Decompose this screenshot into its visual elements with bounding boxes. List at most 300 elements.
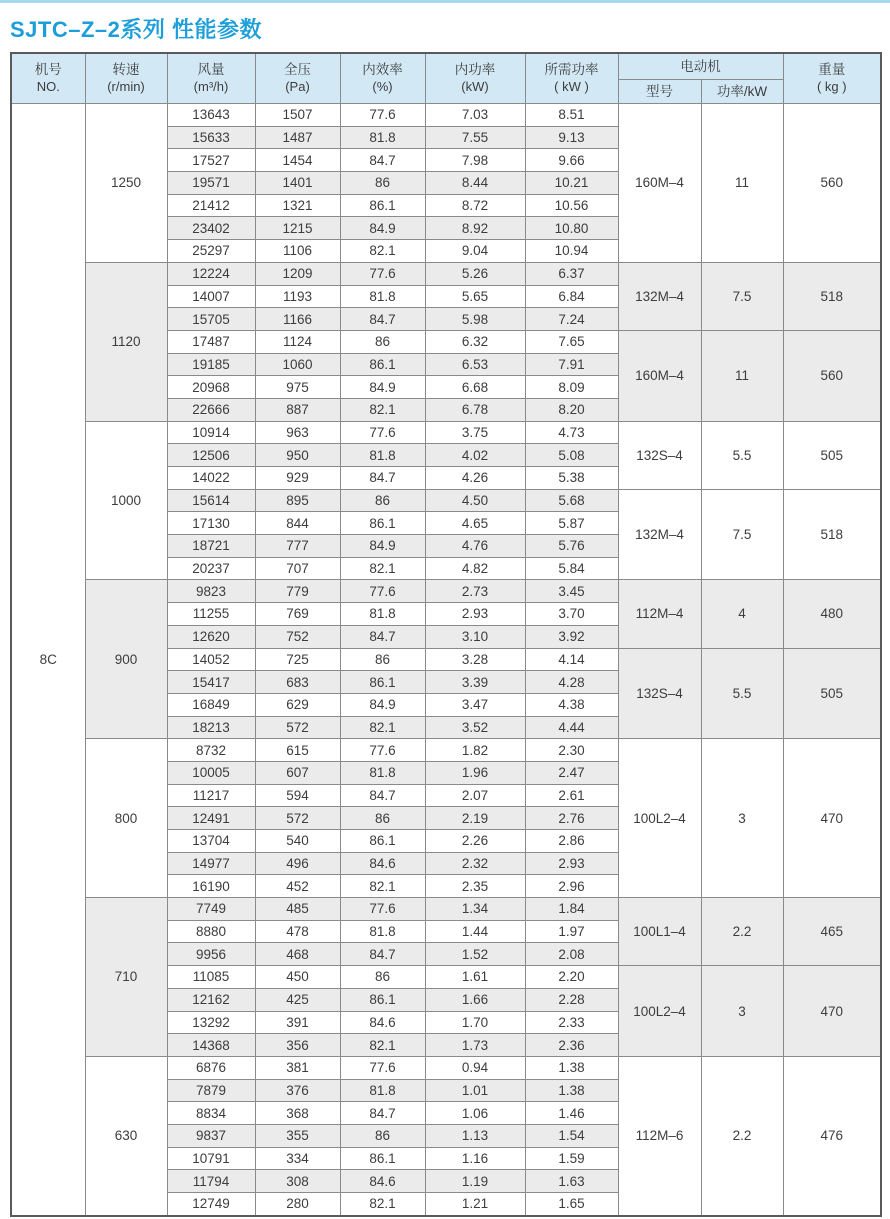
efficiency-cell: 86 <box>340 1124 425 1147</box>
required-power-cell: 5.38 <box>525 467 618 490</box>
internal-power-cell: 7.03 <box>425 104 525 127</box>
internal-power-cell: 2.19 <box>425 807 525 830</box>
pressure-cell: 594 <box>255 784 340 807</box>
machine-no-cell: 8C <box>11 104 85 1216</box>
pressure-cell: 1487 <box>255 126 340 149</box>
pressure-cell: 381 <box>255 1056 340 1079</box>
efficiency-cell: 81.8 <box>340 1079 425 1102</box>
efficiency-cell: 77.6 <box>340 421 425 444</box>
weight-cell: 465 <box>783 898 881 966</box>
header-motor-model: 型号 <box>618 80 701 104</box>
efficiency-cell: 86.1 <box>340 353 425 376</box>
motor-power-cell: 11 <box>701 330 783 421</box>
weight-cell: 518 <box>783 262 881 330</box>
pressure-cell: 887 <box>255 398 340 421</box>
required-power-cell: 2.86 <box>525 830 618 853</box>
efficiency-cell: 84.6 <box>340 852 425 875</box>
required-power-cell: 2.96 <box>525 875 618 898</box>
table-row <box>11 421 881 444</box>
motor-power-cell: 5.5 <box>701 421 783 489</box>
required-power-cell: 4.28 <box>525 671 618 694</box>
efficiency-cell: 81.8 <box>340 126 425 149</box>
weight-cell: 518 <box>783 489 881 580</box>
required-power-cell: 5.08 <box>525 444 618 467</box>
pressure-cell: 844 <box>255 512 340 535</box>
efficiency-cell: 77.6 <box>340 1056 425 1079</box>
flow-cell: 8834 <box>167 1102 255 1125</box>
motor-model-cell: 112M–4 <box>618 580 701 648</box>
efficiency-cell: 82.1 <box>340 875 425 898</box>
efficiency-cell: 82.1 <box>340 398 425 421</box>
pressure-cell: 334 <box>255 1147 340 1170</box>
efficiency-cell: 81.8 <box>340 603 425 626</box>
required-power-cell: 1.63 <box>525 1170 618 1193</box>
efficiency-cell: 77.6 <box>340 898 425 921</box>
motor-model-cell: 100L1–4 <box>618 898 701 966</box>
speed-cell: 1250 <box>85 104 167 263</box>
weight-cell: 470 <box>783 739 881 898</box>
weight-cell: 480 <box>783 580 881 648</box>
pressure-cell: 391 <box>255 1011 340 1034</box>
speed-cell: 710 <box>85 898 167 1057</box>
flow-cell: 13292 <box>167 1011 255 1034</box>
performance-table <box>10 52 882 1217</box>
pressure-cell: 540 <box>255 830 340 853</box>
required-power-cell: 9.13 <box>525 126 618 149</box>
flow-cell: 16190 <box>167 875 255 898</box>
internal-power-cell: 5.26 <box>425 262 525 285</box>
pressure-cell: 929 <box>255 467 340 490</box>
efficiency-cell: 86 <box>340 807 425 830</box>
weight-cell: 560 <box>783 104 881 263</box>
required-power-cell: 8.09 <box>525 376 618 399</box>
internal-power-cell: 3.47 <box>425 693 525 716</box>
required-power-cell: 5.68 <box>525 489 618 512</box>
flow-cell: 14977 <box>167 852 255 875</box>
efficiency-cell: 84.7 <box>340 467 425 490</box>
required-power-cell: 2.08 <box>525 943 618 966</box>
performance-table-body <box>11 104 881 1216</box>
internal-power-cell: 2.73 <box>425 580 525 603</box>
pressure-cell: 425 <box>255 988 340 1011</box>
pressure-cell: 607 <box>255 761 340 784</box>
header-machine-no: 机号 NO. <box>11 53 85 104</box>
efficiency-cell: 86.1 <box>340 194 425 217</box>
motor-power-cell: 7.5 <box>701 262 783 330</box>
flow-cell: 15614 <box>167 489 255 512</box>
flow-cell: 25297 <box>167 240 255 263</box>
required-power-cell: 1.46 <box>525 1102 618 1125</box>
required-power-cell: 4.44 <box>525 716 618 739</box>
efficiency-cell: 84.7 <box>340 149 425 172</box>
flow-cell: 17487 <box>167 330 255 353</box>
flow-cell: 15633 <box>167 126 255 149</box>
required-power-cell: 10.56 <box>525 194 618 217</box>
efficiency-cell: 82.1 <box>340 240 425 263</box>
pressure-cell: 1193 <box>255 285 340 308</box>
motor-power-cell: 2.2 <box>701 1056 783 1215</box>
table-row <box>11 262 881 285</box>
speed-cell: 800 <box>85 739 167 898</box>
motor-power-cell: 5.5 <box>701 648 783 739</box>
efficiency-cell: 84.7 <box>340 943 425 966</box>
required-power-cell: 1.65 <box>525 1193 618 1216</box>
efficiency-cell: 86.1 <box>340 1147 425 1170</box>
internal-power-cell: 4.26 <box>425 467 525 490</box>
internal-power-cell: 3.10 <box>425 625 525 648</box>
internal-power-cell: 4.82 <box>425 557 525 580</box>
efficiency-cell: 86.1 <box>340 671 425 694</box>
table-row <box>11 104 881 127</box>
table-row <box>11 739 881 762</box>
internal-power-cell: 2.93 <box>425 603 525 626</box>
required-power-cell: 2.30 <box>525 739 618 762</box>
flow-cell: 20968 <box>167 376 255 399</box>
internal-power-cell: 1.01 <box>425 1079 525 1102</box>
flow-cell: 14022 <box>167 467 255 490</box>
pressure-cell: 496 <box>255 852 340 875</box>
internal-power-cell: 9.04 <box>425 240 525 263</box>
pressure-cell: 615 <box>255 739 340 762</box>
internal-power-cell: 1.19 <box>425 1170 525 1193</box>
weight-cell: 505 <box>783 421 881 489</box>
required-power-cell: 5.76 <box>525 535 618 558</box>
required-power-cell: 2.36 <box>525 1034 618 1057</box>
pressure-cell: 1166 <box>255 308 340 331</box>
pressure-cell: 450 <box>255 966 340 989</box>
pressure-cell: 777 <box>255 535 340 558</box>
flow-cell: 15417 <box>167 671 255 694</box>
flow-cell: 12224 <box>167 262 255 285</box>
pressure-cell: 1454 <box>255 149 340 172</box>
flow-cell: 8732 <box>167 739 255 762</box>
flow-cell: 7879 <box>167 1079 255 1102</box>
table-header <box>11 53 881 104</box>
pressure-cell: 1321 <box>255 194 340 217</box>
weight-cell: 476 <box>783 1056 881 1215</box>
flow-cell: 19185 <box>167 353 255 376</box>
required-power-cell: 1.97 <box>525 920 618 943</box>
pressure-cell: 769 <box>255 603 340 626</box>
internal-power-cell: 3.52 <box>425 716 525 739</box>
efficiency-cell: 84.7 <box>340 1102 425 1125</box>
required-power-cell: 5.84 <box>525 557 618 580</box>
required-power-cell: 2.28 <box>525 988 618 1011</box>
table-row <box>11 1056 881 1079</box>
pressure-cell: 478 <box>255 920 340 943</box>
motor-model-cell: 100L2–4 <box>618 966 701 1057</box>
efficiency-cell: 86.1 <box>340 512 425 535</box>
internal-power-cell: 1.21 <box>425 1193 525 1216</box>
internal-power-cell: 8.92 <box>425 217 525 240</box>
internal-power-cell: 6.32 <box>425 330 525 353</box>
flow-cell: 13704 <box>167 830 255 853</box>
required-power-cell: 3.92 <box>525 625 618 648</box>
flow-cell: 19571 <box>167 172 255 195</box>
flow-cell: 12162 <box>167 988 255 1011</box>
required-power-cell: 1.84 <box>525 898 618 921</box>
efficiency-cell: 84.9 <box>340 535 425 558</box>
efficiency-cell: 86 <box>340 489 425 512</box>
required-power-cell: 6.84 <box>525 285 618 308</box>
internal-power-cell: 1.13 <box>425 1124 525 1147</box>
flow-cell: 9837 <box>167 1124 255 1147</box>
pressure-cell: 975 <box>255 376 340 399</box>
efficiency-cell: 82.1 <box>340 1034 425 1057</box>
efficiency-cell: 86 <box>340 966 425 989</box>
motor-model-cell: 132M–4 <box>618 262 701 330</box>
pressure-cell: 1124 <box>255 330 340 353</box>
required-power-cell: 10.80 <box>525 217 618 240</box>
efficiency-cell: 82.1 <box>340 1193 425 1216</box>
required-power-cell: 1.54 <box>525 1124 618 1147</box>
internal-power-cell: 7.55 <box>425 126 525 149</box>
flow-cell: 9956 <box>167 943 255 966</box>
efficiency-cell: 77.6 <box>340 262 425 285</box>
internal-power-cell: 4.50 <box>425 489 525 512</box>
internal-power-cell: 1.73 <box>425 1034 525 1057</box>
pressure-cell: 572 <box>255 807 340 830</box>
flow-cell: 15705 <box>167 308 255 331</box>
pressure-cell: 629 <box>255 693 340 716</box>
flow-cell: 18721 <box>167 535 255 558</box>
flow-cell: 23402 <box>167 217 255 240</box>
header-speed: 转速 (r/min) <box>85 53 167 104</box>
efficiency-cell: 81.8 <box>340 761 425 784</box>
pressure-cell: 572 <box>255 716 340 739</box>
header-weight: 重量 ( kg ) <box>783 53 881 104</box>
efficiency-cell: 77.6 <box>340 580 425 603</box>
required-power-cell: 3.45 <box>525 580 618 603</box>
speed-cell: 1000 <box>85 421 167 580</box>
efficiency-cell: 86 <box>340 172 425 195</box>
efficiency-cell: 77.6 <box>340 739 425 762</box>
internal-power-cell: 7.98 <box>425 149 525 172</box>
internal-power-cell: 2.32 <box>425 852 525 875</box>
required-power-cell: 2.93 <box>525 852 618 875</box>
internal-power-cell: 2.07 <box>425 784 525 807</box>
flow-cell: 12506 <box>167 444 255 467</box>
required-power-cell: 7.65 <box>525 330 618 353</box>
efficiency-cell: 86 <box>340 330 425 353</box>
pressure-cell: 376 <box>255 1079 340 1102</box>
required-power-cell: 6.37 <box>525 262 618 285</box>
required-power-cell: 1.38 <box>525 1079 618 1102</box>
required-power-cell: 2.76 <box>525 807 618 830</box>
motor-model-cell: 132M–4 <box>618 489 701 580</box>
motor-power-cell: 3 <box>701 739 783 898</box>
required-power-cell: 7.24 <box>525 308 618 331</box>
pressure-cell: 1209 <box>255 262 340 285</box>
required-power-cell: 2.33 <box>525 1011 618 1034</box>
efficiency-cell: 81.8 <box>340 285 425 308</box>
motor-model-cell: 160M–4 <box>618 104 701 263</box>
internal-power-cell: 2.26 <box>425 830 525 853</box>
efficiency-cell: 81.8 <box>340 920 425 943</box>
internal-power-cell: 1.16 <box>425 1147 525 1170</box>
efficiency-cell: 84.6 <box>340 1011 425 1034</box>
pressure-cell: 1215 <box>255 217 340 240</box>
flow-cell: 21412 <box>167 194 255 217</box>
internal-power-cell: 4.76 <box>425 535 525 558</box>
required-power-cell: 7.91 <box>525 353 618 376</box>
internal-power-cell: 1.96 <box>425 761 525 784</box>
efficiency-cell: 84.7 <box>340 308 425 331</box>
flow-cell: 12749 <box>167 1193 255 1216</box>
internal-power-cell: 8.72 <box>425 194 525 217</box>
pressure-cell: 779 <box>255 580 340 603</box>
internal-power-cell: 6.78 <box>425 398 525 421</box>
efficiency-cell: 82.1 <box>340 557 425 580</box>
header-motor-power: 功率/kW <box>701 80 783 104</box>
internal-power-cell: 6.53 <box>425 353 525 376</box>
flow-cell: 12491 <box>167 807 255 830</box>
pressure-cell: 485 <box>255 898 340 921</box>
required-power-cell: 10.94 <box>525 240 618 263</box>
required-power-cell: 8.51 <box>525 104 618 127</box>
internal-power-cell: 2.35 <box>425 875 525 898</box>
flow-cell: 8880 <box>167 920 255 943</box>
internal-power-cell: 3.28 <box>425 648 525 671</box>
required-power-cell: 9.66 <box>525 149 618 172</box>
internal-power-cell: 1.52 <box>425 943 525 966</box>
flow-cell: 10005 <box>167 761 255 784</box>
efficiency-cell: 84.9 <box>340 693 425 716</box>
internal-power-cell: 1.06 <box>425 1102 525 1125</box>
weight-cell: 505 <box>783 648 881 739</box>
flow-cell: 16849 <box>167 693 255 716</box>
required-power-cell: 4.38 <box>525 693 618 716</box>
pressure-cell: 1106 <box>255 240 340 263</box>
required-power-cell: 2.61 <box>525 784 618 807</box>
header-required-power: 所需功率 ( kW ) <box>525 53 618 104</box>
flow-cell: 22666 <box>167 398 255 421</box>
flow-cell: 17130 <box>167 512 255 535</box>
motor-power-cell: 2.2 <box>701 898 783 966</box>
flow-cell: 11255 <box>167 603 255 626</box>
table-row <box>11 898 881 921</box>
efficiency-cell: 84.7 <box>340 625 425 648</box>
flow-cell: 11085 <box>167 966 255 989</box>
internal-power-cell: 1.70 <box>425 1011 525 1034</box>
pressure-cell: 356 <box>255 1034 340 1057</box>
flow-cell: 14052 <box>167 648 255 671</box>
flow-cell: 13643 <box>167 104 255 127</box>
header-internal-power: 内功率 (kW) <box>425 53 525 104</box>
flow-cell: 11794 <box>167 1170 255 1193</box>
weight-cell: 470 <box>783 966 881 1057</box>
motor-model-cell: 100L2–4 <box>618 739 701 898</box>
internal-power-cell: 1.61 <box>425 966 525 989</box>
pressure-cell: 1507 <box>255 104 340 127</box>
page-title: SJTC–Z–2系列 性能参数 <box>10 17 262 42</box>
pressure-cell: 308 <box>255 1170 340 1193</box>
required-power-cell: 4.14 <box>525 648 618 671</box>
pressure-cell: 752 <box>255 625 340 648</box>
flow-cell: 14368 <box>167 1034 255 1057</box>
header-flow: 风量 (m³/h) <box>167 53 255 104</box>
pressure-cell: 452 <box>255 875 340 898</box>
flow-cell: 10914 <box>167 421 255 444</box>
efficiency-cell: 86.1 <box>340 988 425 1011</box>
efficiency-cell: 84.9 <box>340 217 425 240</box>
top-accent-line <box>0 0 890 3</box>
internal-power-cell: 5.65 <box>425 285 525 308</box>
pressure-cell: 1060 <box>255 353 340 376</box>
internal-power-cell: 1.44 <box>425 920 525 943</box>
flow-cell: 17527 <box>167 149 255 172</box>
pressure-cell: 950 <box>255 444 340 467</box>
required-power-cell: 1.38 <box>525 1056 618 1079</box>
internal-power-cell: 3.75 <box>425 421 525 444</box>
flow-cell: 12620 <box>167 625 255 648</box>
speed-cell: 1120 <box>85 262 167 421</box>
flow-cell: 9823 <box>167 580 255 603</box>
speed-cell: 630 <box>85 1056 167 1215</box>
efficiency-cell: 82.1 <box>340 716 425 739</box>
motor-model-cell: 160M–4 <box>618 330 701 421</box>
flow-cell: 7749 <box>167 898 255 921</box>
header-pressure: 全压 (Pa) <box>255 53 340 104</box>
motor-model-cell: 112M–6 <box>618 1056 701 1215</box>
required-power-cell: 5.87 <box>525 512 618 535</box>
table-row <box>11 580 881 603</box>
motor-power-cell: 4 <box>701 580 783 648</box>
motor-model-cell: 132S–4 <box>618 648 701 739</box>
internal-power-cell: 1.66 <box>425 988 525 1011</box>
required-power-cell: 3.70 <box>525 603 618 626</box>
motor-power-cell: 3 <box>701 966 783 1057</box>
internal-power-cell: 0.94 <box>425 1056 525 1079</box>
internal-power-cell: 4.02 <box>425 444 525 467</box>
flow-cell: 6876 <box>167 1056 255 1079</box>
required-power-cell: 2.47 <box>525 761 618 784</box>
internal-power-cell: 1.82 <box>425 739 525 762</box>
internal-power-cell: 5.98 <box>425 308 525 331</box>
motor-model-cell: 132S–4 <box>618 421 701 489</box>
pressure-cell: 725 <box>255 648 340 671</box>
efficiency-cell: 84.6 <box>340 1170 425 1193</box>
internal-power-cell: 1.34 <box>425 898 525 921</box>
pressure-cell: 707 <box>255 557 340 580</box>
internal-power-cell: 8.44 <box>425 172 525 195</box>
required-power-cell: 2.20 <box>525 966 618 989</box>
internal-power-cell: 6.68 <box>425 376 525 399</box>
pressure-cell: 1401 <box>255 172 340 195</box>
header-efficiency: 内效率 (%) <box>340 53 425 104</box>
pressure-cell: 355 <box>255 1124 340 1147</box>
pressure-cell: 280 <box>255 1193 340 1216</box>
flow-cell: 11217 <box>167 784 255 807</box>
required-power-cell: 4.73 <box>525 421 618 444</box>
motor-power-cell: 11 <box>701 104 783 263</box>
flow-cell: 18213 <box>167 716 255 739</box>
internal-power-cell: 3.39 <box>425 671 525 694</box>
flow-cell: 10791 <box>167 1147 255 1170</box>
pressure-cell: 963 <box>255 421 340 444</box>
required-power-cell: 10.21 <box>525 172 618 195</box>
pressure-cell: 468 <box>255 943 340 966</box>
header-motor-group: 电动机 <box>618 53 783 80</box>
weight-cell: 560 <box>783 330 881 421</box>
required-power-cell: 1.59 <box>525 1147 618 1170</box>
efficiency-cell: 81.8 <box>340 444 425 467</box>
pressure-cell: 683 <box>255 671 340 694</box>
efficiency-cell: 77.6 <box>340 104 425 127</box>
internal-power-cell: 4.65 <box>425 512 525 535</box>
efficiency-cell: 84.7 <box>340 784 425 807</box>
efficiency-cell: 86.1 <box>340 830 425 853</box>
